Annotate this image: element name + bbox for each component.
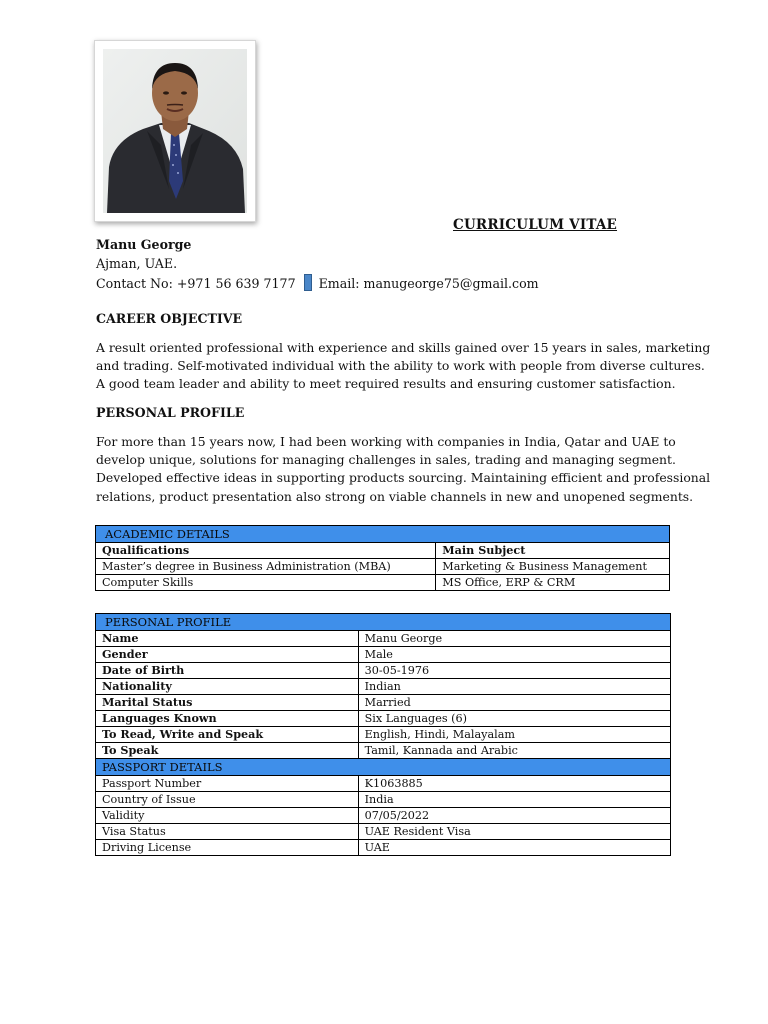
field-value: UAE Resident Visa	[358, 824, 670, 840]
profile-photo	[94, 40, 256, 222]
field-value: 07/05/2022	[358, 808, 670, 824]
table-row	[96, 776, 671, 792]
paragraph-line: A good team leader and ability to meet required results and ensuring customer satisfaction.	[96, 376, 676, 392]
table-row	[96, 695, 671, 711]
career-objective-text	[96, 339, 711, 394]
table-header-row	[96, 526, 670, 543]
table-row	[96, 679, 671, 695]
table-header-row	[96, 759, 671, 776]
passport-details-header: PASSPORT DETAILS	[96, 759, 671, 776]
field-value: India	[358, 792, 670, 808]
table-row	[96, 575, 670, 591]
field-label: Validity	[96, 808, 359, 824]
field-value: 30-05-1976	[358, 663, 670, 679]
field-label: Name	[96, 631, 359, 647]
table-row	[96, 559, 670, 575]
field-value: Six Languages (6)	[358, 711, 670, 727]
table-row	[96, 647, 671, 663]
field-value: K1063885	[358, 776, 670, 792]
table-row	[96, 792, 671, 808]
academic-details-table	[95, 525, 670, 591]
field-value: Tamil, Kannada and Arabic	[358, 743, 670, 759]
paragraph-line: relations, product presentation also strong on viable channels in new and unopened segments.	[96, 488, 694, 504]
field-value: English, Hindi, Malayalam	[358, 727, 670, 743]
table-header-row	[96, 614, 671, 631]
academic-details-header: ACADEMIC DETAILS	[96, 526, 670, 543]
table-cell: Master’s degree in Business Administration (MBA)	[96, 559, 436, 575]
table-row	[96, 840, 671, 856]
separator-bar-icon	[304, 274, 312, 291]
career-objective-heading: CAREER OBJECTIVE	[96, 311, 243, 326]
field-value: Male	[358, 647, 670, 663]
field-label: Languages Known	[96, 711, 359, 727]
field-label: Country of Issue	[96, 792, 359, 808]
table-cell: MS Office, ERP & CRM	[436, 575, 670, 591]
table-row	[96, 743, 671, 759]
paragraph-line: develop unique, solutions for managing challenges in sales, trading and managing segment.	[96, 452, 676, 468]
document-title: CURRICULUM VITAE	[453, 217, 618, 233]
contact-number: Contact No: +971 56 639 7177	[96, 276, 296, 291]
table-row	[96, 824, 671, 840]
field-label: Driving License	[96, 840, 359, 856]
paragraph-line: For more than 15 years now, I had been working with companies in India, Qatar and UAE to	[96, 434, 676, 449]
personal-profile-table-header: PERSONAL PROFILE	[96, 614, 671, 631]
table-row	[96, 663, 671, 679]
field-label: To Read, Write and Speak	[96, 727, 359, 743]
field-value: Married	[358, 695, 670, 711]
personal-profile-text	[96, 433, 711, 506]
personal-profile-table	[95, 613, 671, 856]
field-label: Gender	[96, 647, 359, 663]
personal-profile-heading: PERSONAL PROFILE	[96, 405, 245, 420]
candidate-location: Ajman, UAE.	[96, 256, 178, 271]
paragraph-line: and trading. Self-motivated individual with the ability to work with people from diverse cultures.	[96, 358, 705, 374]
field-label: Marital Status	[96, 695, 359, 711]
table-row	[96, 631, 671, 647]
table-row	[96, 808, 671, 824]
contact-line	[96, 274, 539, 293]
table-row	[96, 711, 671, 727]
table-cell: Computer Skills	[96, 575, 436, 591]
contact-email: Email: manugeorge75@gmail.com	[318, 276, 539, 291]
field-label: Nationality	[96, 679, 359, 695]
column-header-main-subject: Main Subject	[436, 543, 670, 559]
person-portrait-image	[103, 49, 247, 213]
table-row	[96, 543, 670, 559]
column-header-qualifications: Qualifications	[96, 543, 436, 559]
table-cell: Marketing & Business Management	[436, 559, 670, 575]
field-label: Passport Number	[96, 776, 359, 792]
field-label: Date of Birth	[96, 663, 359, 679]
field-label: Visa Status	[96, 824, 359, 840]
field-label: To Speak	[96, 743, 359, 759]
candidate-name: Manu George	[96, 237, 192, 252]
field-value: UAE	[358, 840, 670, 856]
paragraph-line: Developed effective ideas in supporting products sourcing. Maintaining efficient and professional	[96, 470, 711, 486]
table-row	[96, 727, 671, 743]
field-value: Manu George	[358, 631, 670, 647]
paragraph-line: A result oriented professional with experience and skills gained over 15 years in sales, marketing	[96, 340, 711, 355]
field-value: Indian	[358, 679, 670, 695]
